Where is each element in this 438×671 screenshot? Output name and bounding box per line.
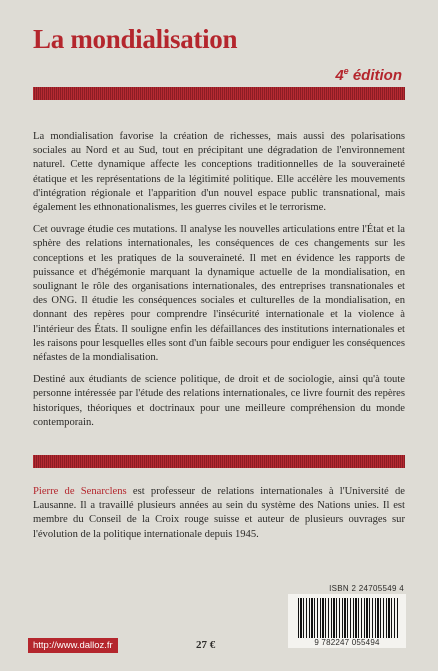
summary-paragraph-1: La mondialisation favorise la création de richesses, mais aussi des polarisations sociales au Nord et au Sud, tout en précipitant une dégradation de l'environnement naturel. Cette dynamique affecte les conceptions traditionnelles de la souveraineté étatique et les représentations de la légitimité politique. Elle accélère les mouvements d'intégration régionale et l'apparition d'un nouvel espace public transnational, mais également les ethnonationalismes, les guerres civiles et le terrorisme.	[33, 131, 405, 214]
edition-superscript: e	[343, 66, 349, 76]
edition-number: 4	[335, 67, 344, 84]
author-bio-text: est professeur de relations internationales à l'Université de Lausanne. Il a travaillé plusieurs années au sein du système des Nations unies. Il est membre du Conseil de la Croix rouge suisse et auteur de plusieurs ouvrages sur l'évolution de la politique internationale depuis 1945.	[33, 486, 405, 540]
barcode-digits: 9 782247 055494	[314, 638, 380, 647]
barcode-bars	[298, 598, 398, 638]
barcode	[288, 594, 406, 648]
edition-word: édition	[348, 67, 402, 84]
publisher-url[interactable]: http://www.dalloz.fr	[28, 638, 118, 653]
isbn-label: ISBN 2 24705549 4	[329, 584, 404, 593]
summary-paragraph-2: Cet ouvrage étudie ces mutations. Il analyse les nouvelles articulations entre l'État et la sphère des relations internationales, les conséquences de ces changements sur les conceptions et les pratiques de la souveraineté. Il met en évidence les rapports de puissance et d'hégémonie marquant la dynamique actuelle de la mondialisation, en soulignant le rôle des organisations internationales, des entreprises transnationales et des ONG. Il étudie les conséquences sociales et culturelles de la mondialisation, en donnant des repères pour comprendre l'insécurité internationale et la violence à l'intérieur des États. Il souligne enfin les défaillances des institutions internationales et les raisons pour lesquelles elles sont d'un faible secours pour endiguer les conséquences néfastes de la mondialisation.	[33, 224, 406, 364]
summary-text	[33, 130, 405, 438]
author-bio	[33, 485, 405, 550]
middle-decorative-band	[33, 455, 405, 468]
summary-paragraph-3: Destiné aux étudiants de science politique, de droit et de sociologie, ainsi qu'à toute personne intéressée par l'étude des relations internationales, ce livre fournit des repères historiques, théoriques et doctrinaux pour une meilleure compréhension du monde contemporain.	[33, 374, 405, 428]
edition-label	[335, 66, 402, 84]
top-decorative-band	[33, 87, 405, 100]
author-name: Pierre de Senarclens	[33, 486, 127, 497]
price-label: 27 €	[196, 639, 216, 651]
book-title: La mondialisation	[33, 24, 238, 54]
